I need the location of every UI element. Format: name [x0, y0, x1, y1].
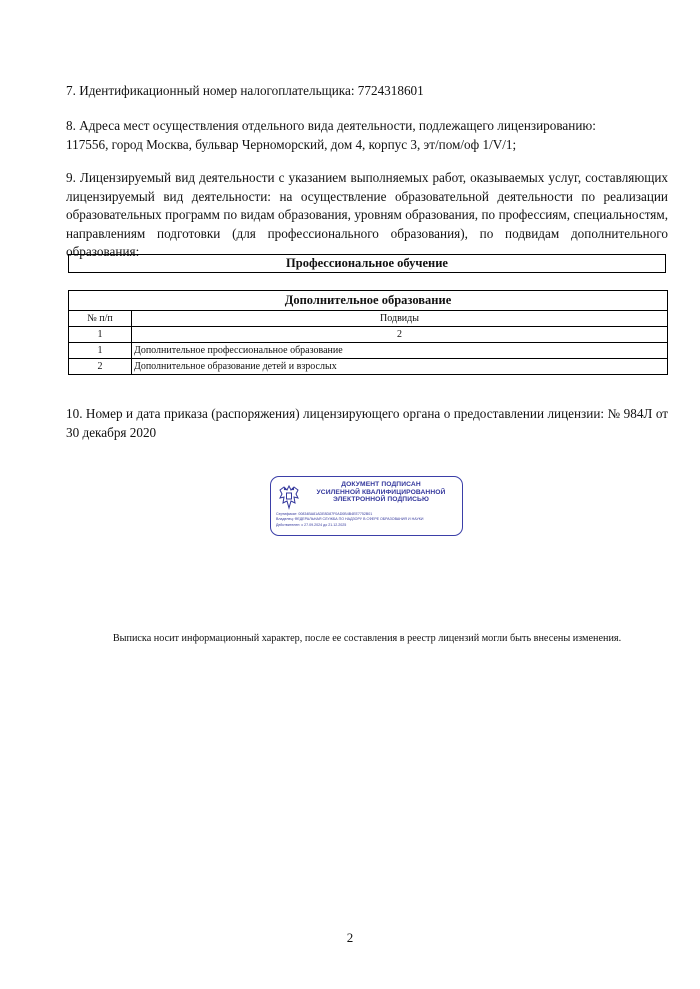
row-subtype: Дополнительное профессиональное образование: [132, 343, 668, 359]
stamp-heading: [303, 481, 459, 504]
coat-of-arms-icon: [277, 484, 301, 510]
index-cell: 1: [69, 327, 132, 343]
item-8-addresses: [66, 117, 668, 154]
stamp-heading-line: УСИЛЕННОЙ КВАЛИФИЦИРОВАННОЙ: [316, 488, 446, 496]
professional-training-title: Профессиональное обучение: [68, 254, 666, 273]
stamp-heading-line: ЭЛЕКТРОННОЙ ПОДПИСЬЮ: [333, 496, 429, 504]
additional-education-table: [68, 290, 668, 375]
item-10-order: 10. Номер и дата приказа (распоряжения) лицензирующего органа о предоставлении лицензии: № 984Л от 30 декабря 2020: [66, 406, 668, 440]
stamp-validity: Действителен: с 27.09.2024 до 21.12.2025: [276, 522, 347, 527]
table-header-row: [69, 311, 668, 327]
row-number: 2: [69, 359, 132, 375]
stamp-heading-line: ДОКУМЕНТ ПОДПИСАН: [341, 481, 421, 488]
stamp-certificate: Сертификат: 00834BA81ADE8D87F0AD0B4B4EE7752B01: [276, 512, 373, 516]
table-row: [69, 359, 668, 375]
index-cell: 2: [132, 327, 668, 343]
item-9-activity: 9. Лицензируемый вид деятельности с указанием выполняемых работ, оказываемых услуг, составляющих лицензируемый вид деятельности: на осуществление образовательной деятельности по реализации образовательных программ по видам образования, уровням образования, по профессиям, специальностям, направлениям подготовки (для профессионального образования), по подвидам дополнительного образования:: [66, 170, 668, 259]
table-title: Дополнительное образование: [69, 291, 668, 311]
item-8-address: 117556, город Москва, бульвар Черноморский, дом 4, корпус 3, эт/пом/оф 1/V/1;: [66, 136, 517, 152]
item-7-inn: 7. Идентификационный номер налогоплательщика: 7724318601: [66, 83, 424, 98]
table-row: [69, 343, 668, 359]
column-header-subtypes: Подвиды: [132, 311, 668, 327]
stamp-details: [276, 512, 460, 528]
electronic-signature-stamp: [270, 476, 463, 536]
row-subtype: Дополнительное образование детей и взрослых: [132, 359, 668, 375]
table-index-row: [69, 327, 668, 343]
page-number: 2: [346, 930, 354, 945]
row-number: 1: [69, 343, 132, 359]
stamp-owner: Владелец: ФЕДЕРАЛЬНАЯ СЛУЖБА ПО НАДЗОРУ В СФЕРЕ ОБРАЗОВАНИЯ И НАУКИ: [276, 517, 424, 522]
column-header-number: № п/п: [69, 311, 132, 327]
item-8-heading: 8. Адреса мест осуществления отдельного вида деятельности, подлежащего лицензированию:: [66, 118, 596, 133]
informational-note: Выписка носит информационный характер, после ее составления в реестр лицензий могли быть внесены изменения.: [112, 633, 622, 644]
table-title-row: [69, 291, 668, 311]
